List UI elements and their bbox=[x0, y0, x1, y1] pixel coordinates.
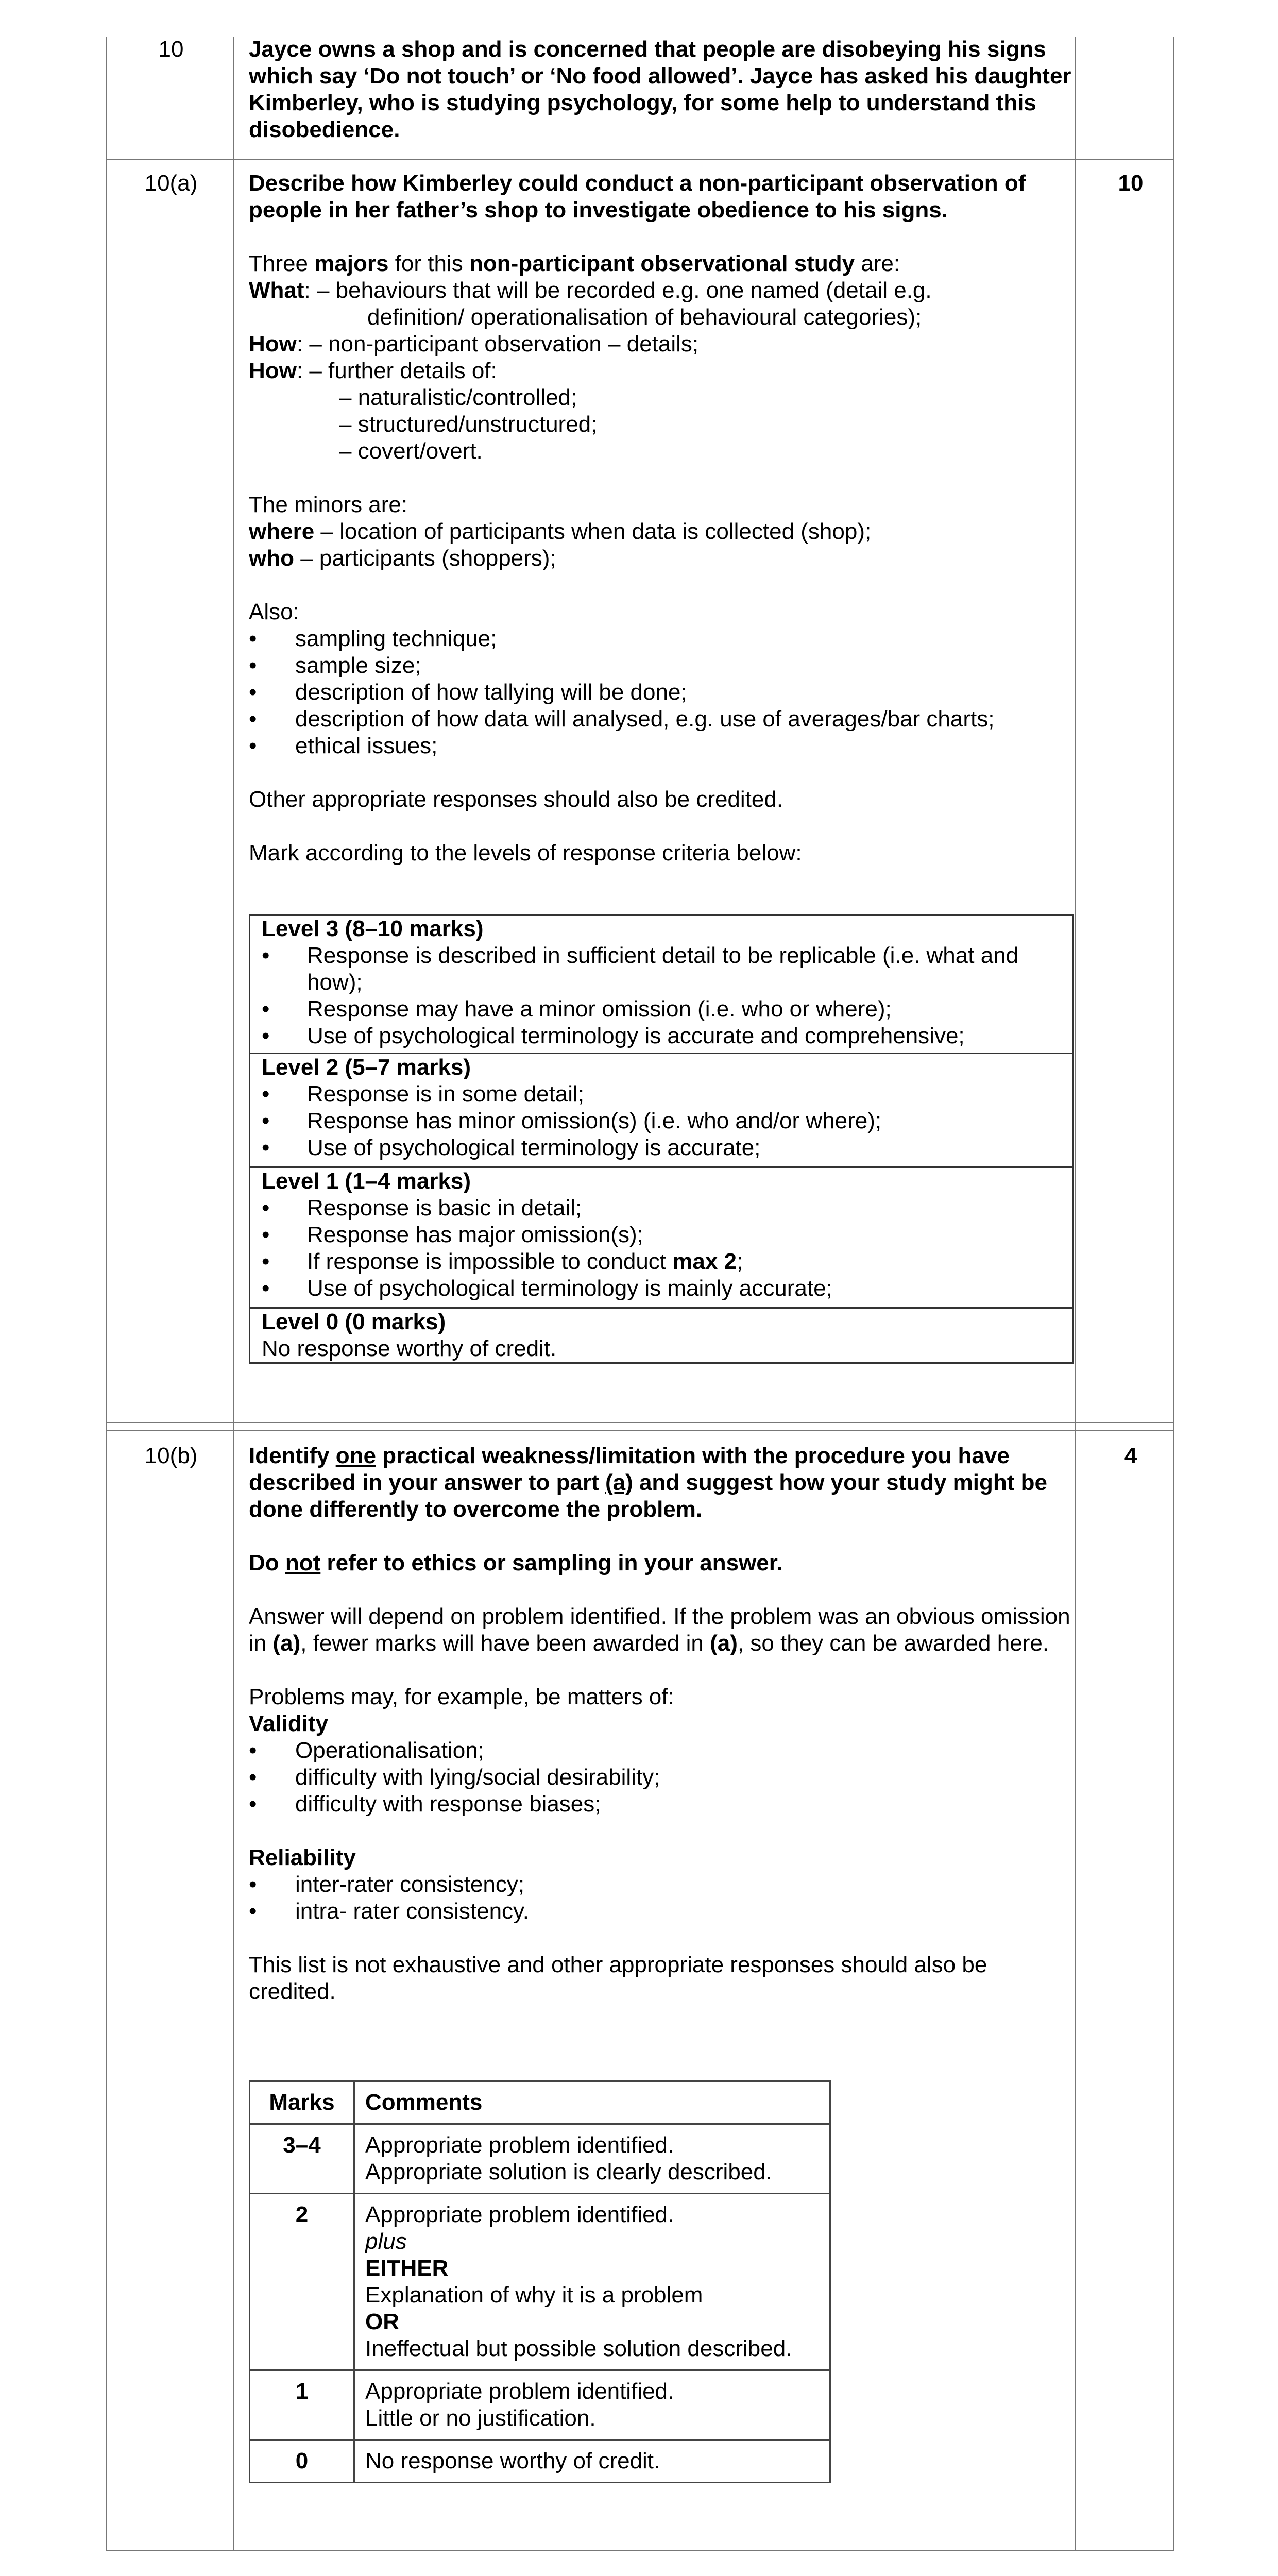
other-note: Other appropriate responses should also be credited. bbox=[249, 787, 783, 812]
column-header: Comments bbox=[354, 2081, 830, 2124]
table-row bbox=[250, 2124, 830, 2194]
level-0 bbox=[250, 1309, 1072, 1362]
minors-intro: The minors are: bbox=[249, 492, 408, 517]
comment-cell: Appropriate problem identified. Little or no justification. bbox=[354, 2370, 830, 2440]
table-row bbox=[250, 2194, 830, 2370]
majors-intro: Three majors for this non-participant observational study are: bbox=[249, 251, 900, 276]
how-line-1: How: – non-participant observation – details; bbox=[249, 331, 699, 357]
mark-cell: 2 bbox=[250, 2194, 354, 2370]
list-item: • Response has minor omission(s) (i.e. who and/or where); bbox=[262, 1108, 882, 1133]
level-title: Level 2 (5–7 marks) bbox=[262, 1055, 471, 1080]
level-title: Level 0 (0 marks) bbox=[262, 1309, 446, 1334]
question-marks: 4 bbox=[1124, 1443, 1137, 1468]
what-line: What: – behaviours that will be recorded e.g. one named (detail e.g. bbox=[249, 278, 932, 303]
list-item: • description of how data will analysed, e.g. use of averages/bar charts; bbox=[249, 706, 995, 732]
question-number: 10(b) bbox=[144, 1443, 198, 1468]
list-item: • Response is basic in detail; bbox=[262, 1195, 582, 1221]
list-item: • difficulty with response biases; bbox=[249, 1791, 601, 1817]
mark-cell: 0 bbox=[250, 2440, 354, 2483]
how-line-2: How: – further details of: bbox=[249, 358, 497, 383]
reliability-heading: Reliability bbox=[249, 1845, 356, 1870]
question-number: 10 bbox=[158, 37, 184, 62]
list-item: • Response is described in sufficient detail to be replicable (i.e. what and how); bbox=[262, 943, 1019, 995]
list-item: • sample size; bbox=[249, 653, 421, 678]
table-border-left bbox=[106, 37, 107, 2551]
comment-cell: Appropriate problem identified. Appropriate solution is clearly described. bbox=[354, 2124, 830, 2194]
table-row bbox=[250, 2440, 830, 2483]
question-text: Identify one practical weakness/limitation with the procedure you have described in your answer to part (a) and suggest how your study might be done differently to overcome the problem. bbox=[249, 1443, 1048, 1522]
row-divider-10a-2 bbox=[106, 1430, 1174, 1431]
level-3 bbox=[250, 916, 1072, 1054]
list-item: • Response is in some detail; bbox=[262, 1081, 585, 1107]
level-title: Level 3 (8–10 marks) bbox=[262, 916, 484, 941]
row-divider-10 bbox=[106, 159, 1174, 160]
answer-10a bbox=[249, 170, 1073, 867]
list-item: • difficulty with lying/social desirability; bbox=[249, 1765, 660, 1790]
level-2 bbox=[250, 1054, 1072, 1168]
how-item: – covert/overt. bbox=[339, 438, 483, 464]
list-item: • description of how tallying will be done; bbox=[249, 680, 687, 705]
list-item: • Response may have a minor omission (i.e. who or where); bbox=[262, 996, 892, 1022]
level-text: No response worthy of credit. bbox=[262, 1336, 557, 1361]
what-cont: definition/ operationalisation of behavioural categories); bbox=[367, 304, 922, 330]
levels-box bbox=[249, 914, 1074, 1364]
marks-table bbox=[249, 2080, 831, 2483]
list-item: • inter-rater consistency; bbox=[249, 1872, 525, 1897]
level-1 bbox=[250, 1168, 1072, 1309]
list-item: • Use of psychological terminology is accurate; bbox=[262, 1135, 761, 1160]
list-item: • Operationalisation; bbox=[249, 1738, 484, 1763]
level-title: Level 1 (1–4 marks) bbox=[262, 1168, 471, 1194]
list-item: • Use of psychological terminology is accurate and comprehensive; bbox=[262, 1023, 965, 1048]
instruction: Do not refer to ethics or sampling in your answer. bbox=[249, 1550, 783, 1575]
problems-intro: Problems may, for example, be matters of: bbox=[249, 1684, 674, 1709]
table-border-col2 bbox=[1075, 37, 1076, 2551]
row-divider-10a-1 bbox=[106, 1422, 1174, 1423]
question-number: 10(a) bbox=[144, 171, 198, 196]
question-text: Describe how Kimberley could conduct a non-participant observation of people in her father’s shop to investigate obedience to his signs. bbox=[249, 171, 1026, 223]
list-item: • If response is impossible to conduct max 2; bbox=[262, 1249, 743, 1274]
also-label: Also: bbox=[249, 599, 299, 624]
comment-cell: No response worthy of credit. bbox=[354, 2440, 830, 2483]
question-marks: 10 bbox=[1118, 171, 1144, 196]
validity-heading: Validity bbox=[249, 1711, 329, 1736]
table-header-row bbox=[250, 2081, 830, 2124]
list-item: • Use of psychological terminology is mainly accurate; bbox=[262, 1276, 832, 1301]
column-header: Marks bbox=[250, 2081, 354, 2124]
list-note: This list is not exhaustive and other appropriate responses should also be credited. bbox=[249, 1952, 987, 2004]
question-stem: Jayce owns a shop and is concerned that people are disobeying his signs which say ‘Do not touch’ or ‘No food allowed’. Jayce has asked his daughter Kimberley, who is studying psychology, for some help to understand this disobedience. bbox=[249, 37, 1071, 142]
how-item: – naturalistic/controlled; bbox=[339, 385, 577, 410]
who-line: who – participants (shoppers); bbox=[249, 546, 556, 571]
table-border-col1 bbox=[233, 37, 234, 2551]
how-item: – structured/unstructured; bbox=[339, 412, 598, 437]
mark-cell: 1 bbox=[250, 2370, 354, 2440]
where-line: where – location of participants when data is collected (shop); bbox=[249, 519, 872, 544]
list-item: • ethical issues; bbox=[249, 733, 438, 758]
list-item: • intra- rater consistency. bbox=[249, 1899, 530, 1924]
comment-cell: Appropriate problem identified. plus EITHER Explanation of why it is a problem OR Ineffectual but possible solution described. bbox=[354, 2194, 830, 2370]
table-border-right bbox=[1173, 37, 1174, 2551]
list-item: • Response has major omission(s); bbox=[262, 1222, 643, 1247]
answer-10b bbox=[249, 1443, 1073, 2005]
list-item: • sampling technique; bbox=[249, 626, 497, 651]
mark-according: Mark according to the levels of response criteria below: bbox=[249, 840, 802, 866]
table-row bbox=[250, 2370, 830, 2440]
table-border-bottom bbox=[106, 2550, 1174, 2551]
answer-note: Answer will depend on problem identified. If the problem was an obvious omission in (a), fewer marks will have been awarded in (a), so they can be awarded here. bbox=[249, 1604, 1070, 1656]
mark-cell: 3–4 bbox=[250, 2124, 354, 2194]
